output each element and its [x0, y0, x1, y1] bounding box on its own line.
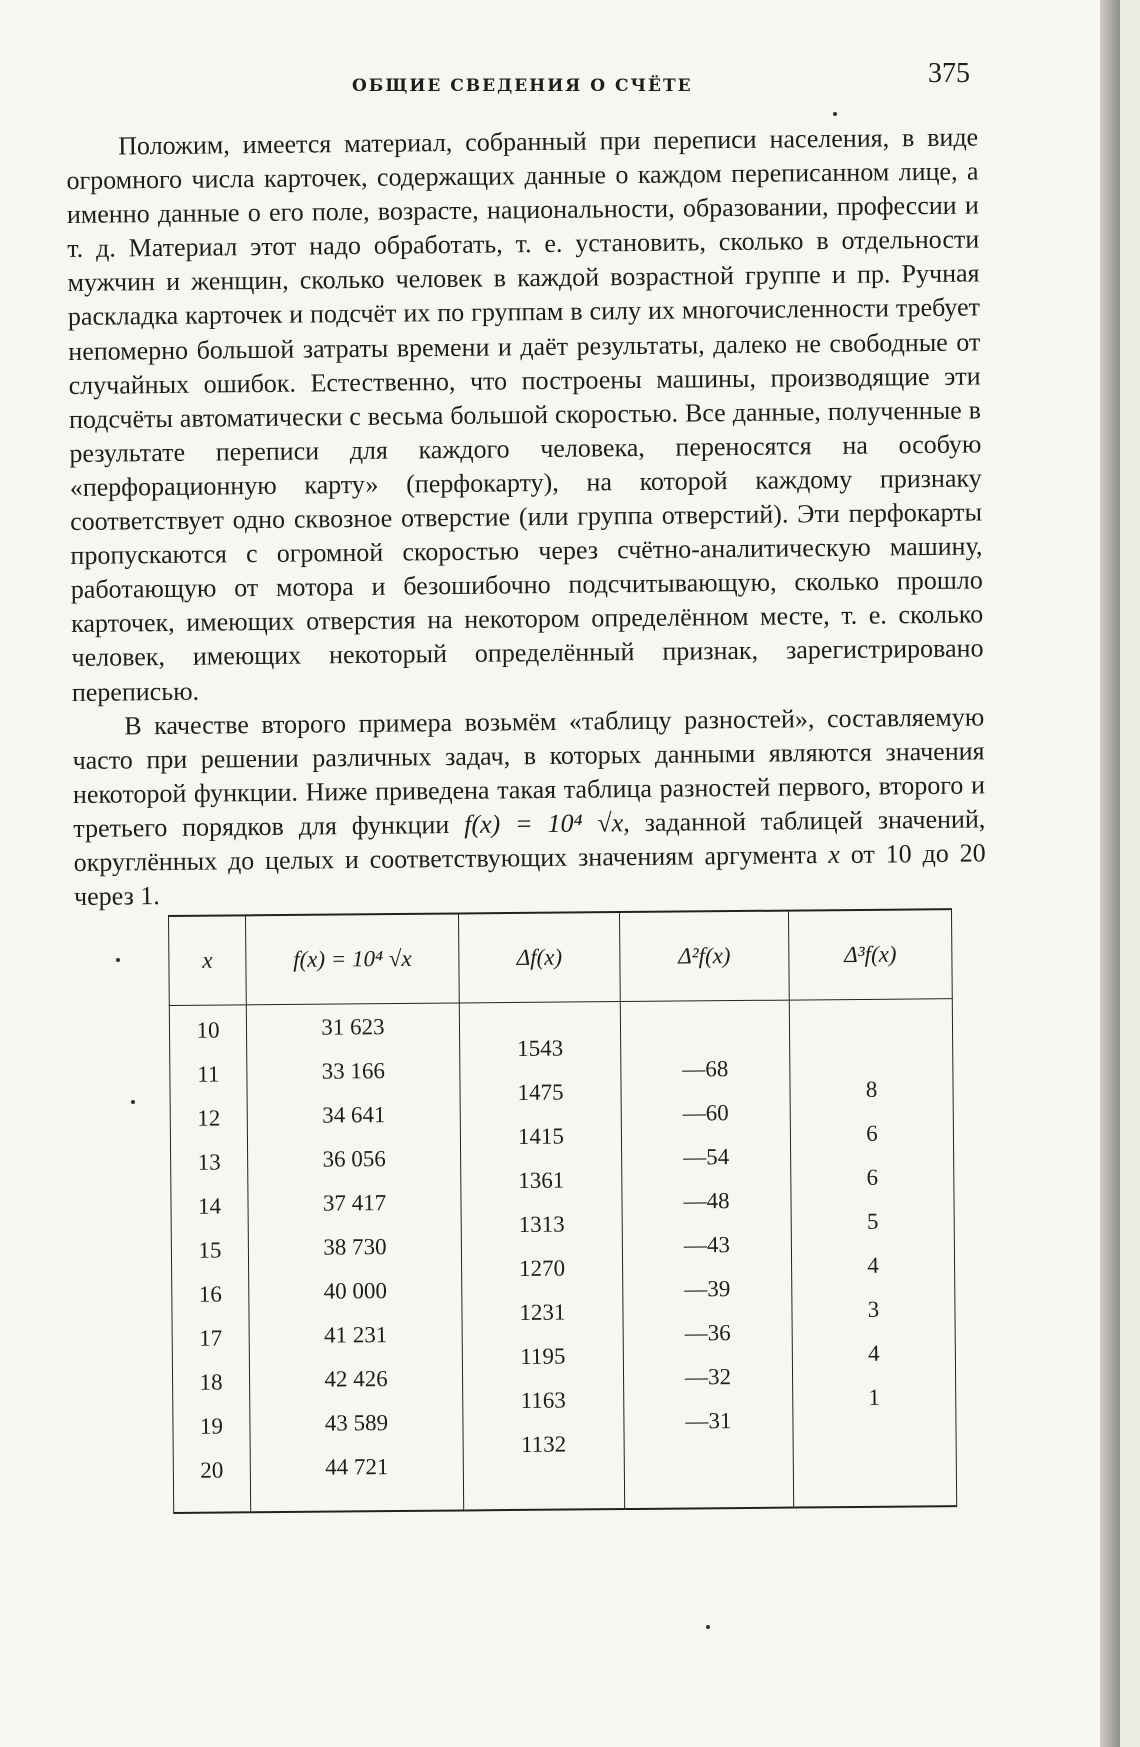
header-x: x	[169, 915, 247, 1005]
column-delta3	[789, 999, 956, 1508]
print-speck	[833, 112, 837, 116]
table-cell-d3: 8	[865, 1076, 878, 1102]
table-cell-f: 33 166	[321, 1058, 386, 1084]
page-number: 375	[928, 58, 970, 89]
table-cell-x: 19	[199, 1413, 224, 1439]
table-cell-d3: 4	[867, 1340, 880, 1366]
table-cell-f: 42 426	[324, 1366, 388, 1392]
running-title: ОБЩИЕ СВЕДЕНИЯ О СЧЁТЕ	[352, 76, 693, 96]
table-cell-x: 18	[199, 1369, 223, 1395]
table-cell-d1: 1270	[518, 1255, 566, 1281]
table-cell-d2: —48	[683, 1188, 730, 1214]
table-cell-d2: —32	[684, 1364, 732, 1390]
table-header-row	[169, 909, 953, 1005]
table-cell-f: 36 056	[322, 1146, 386, 1172]
table-cell-f: 40 000	[323, 1278, 388, 1304]
table-cell-f: 41 231	[323, 1322, 388, 1348]
table-cell-d3: 1	[868, 1384, 881, 1410]
table-cell-d1: 1163	[520, 1387, 566, 1413]
print-speck	[116, 958, 120, 962]
table-cell-x: 17	[199, 1325, 223, 1351]
column-f	[246, 1003, 463, 1512]
table-cell-d2: —43	[683, 1232, 731, 1258]
table-cell-x: 10	[196, 1017, 220, 1043]
column-delta2	[620, 1000, 793, 1509]
table-cell-d3: 4	[867, 1252, 879, 1278]
paragraph-2	[72, 700, 986, 914]
table-cell-d1: 1415	[517, 1123, 565, 1149]
page-header	[70, 58, 970, 98]
table-cell-d1: 1313	[518, 1211, 565, 1237]
table-cell-x: 12	[197, 1105, 221, 1131]
table-cell-d2: —39	[684, 1276, 731, 1302]
table-cell-d1: 1543	[517, 1035, 564, 1061]
table-cell-x: 11	[197, 1061, 220, 1087]
table-cell-f: 44 721	[325, 1454, 389, 1480]
table-cell-x: 15	[198, 1237, 222, 1263]
table-cell-f: 34 641	[322, 1102, 386, 1128]
header-f: f(x) = 10⁴ √x	[246, 913, 460, 1004]
argument-variable: x	[828, 839, 841, 870]
table-body-row	[169, 999, 956, 1513]
table-cell-f: 37 417	[322, 1190, 387, 1216]
column-delta1	[459, 1002, 624, 1511]
table-cell-x: 13	[197, 1149, 221, 1175]
paragraph-2-tail-1: заданной таблицей значений, округлённых до целых и соответствующих значениям аргумента	[73, 804, 986, 877]
header-delta3: Δ³f(x)	[788, 909, 952, 1000]
table-cell-d2: —54	[683, 1144, 730, 1170]
table-cell-f: 38 730	[323, 1234, 387, 1260]
table-cell-d2: —68	[682, 1056, 729, 1082]
function-formula: f(x) = 10⁴ √x,	[463, 808, 630, 839]
difference-table	[168, 908, 957, 1514]
table-cell-d1: 1195	[520, 1343, 566, 1369]
table-cell-f: 31 623	[321, 1014, 385, 1040]
paragraph-2-tail-2: от 10 до 20 через 1.	[73, 838, 986, 912]
table-cell-x: 14	[197, 1193, 222, 1219]
header-delta2: Δ²f(x)	[619, 911, 789, 1002]
table-cell-d1: 1231	[519, 1299, 566, 1325]
table-cell-d3: 3	[867, 1296, 880, 1322]
table-cell-d2: —31	[685, 1408, 732, 1434]
table-cell-d2: —60	[682, 1100, 729, 1126]
table-cell-d3: 6	[866, 1120, 878, 1146]
table-cell-d3: 5	[866, 1208, 879, 1234]
body-text	[66, 120, 986, 914]
table-cell-d1: 1361	[518, 1167, 565, 1193]
print-speck	[131, 1100, 135, 1104]
paragraph-1: Положим, имеется материал, собранный при переписи населения, в виде огромного числа карточек, содержащих данные о каждом переписанном лице, а именно данные о его поле, возрасте, национальности, образовании, профессии и т. д. Материал этот надо обработать, т. е. установить, сколько в отдельности мужчин и женщин, сколько человек в каждой возрастной группе и пр. Ручная раскладка карточек и подсчёт их по группам в силу их многочисленности требует непомерно большой затраты времени и даёт результаты, далеко не свободные от случайных ошибок. Естественно, что построены машины, производящие эти подсчёты автоматически с весьма большой скоростью. Все данные, полученные в результате переписи для каждого человека, переносятся на особую «перфорационную карту» (перфокарту), на которой каждому признаку соответствует одно сквозное отверстие (или группа отверстий). Эти перфокарты пропускаются с огромной скоростью через счётно-аналитическую машину, работающую от мотора и безошибочно подсчитывающую, сколько прошло карточек, имеющих отверстия на некотором определённом месте, т. е. сколько человек, имеющих некоторый определённый признак, зарегистрировано переписью.	[66, 122, 984, 707]
table-cell-f: 43 589	[324, 1410, 389, 1436]
paragraph-2-text: В качестве второго примера возьмём «таблицу разностей», составляемую часто при решении различных задач, в которых данными являются значения некоторой функции. Ниже приведена такая таблица разностей первого, второго и третьего порядков для функции	[72, 702, 986, 843]
table-cell-d2: —36	[684, 1320, 731, 1346]
table-cell-d1: 1475	[517, 1079, 564, 1105]
column-x	[169, 1005, 250, 1513]
table-cell-d1: 1132	[520, 1431, 567, 1457]
difference-table-wrapper	[168, 908, 957, 1514]
table-cell-d3: 6	[866, 1164, 879, 1190]
page-edge-shadow	[1100, 0, 1120, 1747]
table-cell-x: 20	[200, 1457, 224, 1483]
print-speck	[706, 1625, 710, 1629]
header-delta1: Δf(x)	[458, 912, 620, 1003]
table-cell-x: 16	[198, 1281, 222, 1307]
